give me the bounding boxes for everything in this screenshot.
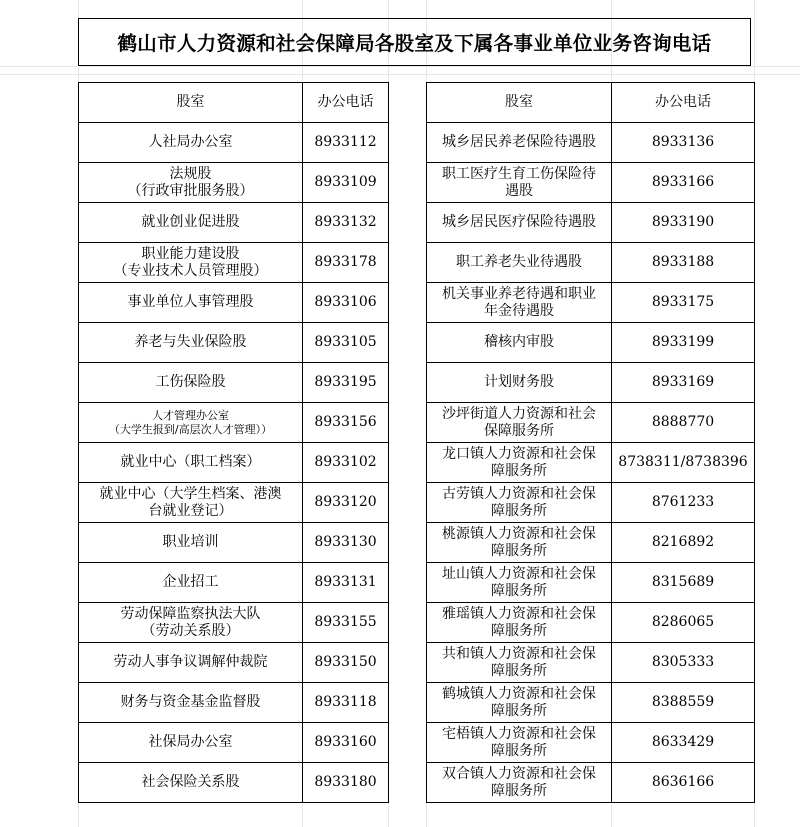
phone-cell: 8388559 xyxy=(612,683,755,723)
dept-cell xyxy=(427,123,612,163)
phone-cell: 8933120 xyxy=(303,483,389,523)
phone-cell: 8933175 xyxy=(612,283,755,323)
header-phone: 办公电话 xyxy=(612,83,755,123)
phone-cell: 8933132 xyxy=(303,203,389,243)
dept-name-line: 雅瑶镇人力资源和社会保 xyxy=(442,605,596,622)
phone-cell: 8933169 xyxy=(612,363,755,403)
dept-cell xyxy=(79,563,303,603)
dept-name-line: 就业中心（大学生档案、港澳 xyxy=(99,485,282,502)
table-row xyxy=(427,403,755,443)
phone-cell: 8933188 xyxy=(612,243,755,283)
phone-cell: 8738311/8738396 xyxy=(612,443,755,483)
dept-name-line: 职业培训 xyxy=(162,534,219,550)
table-row xyxy=(79,123,389,163)
table-row xyxy=(427,763,755,803)
dept-name-line: 工伤保险股 xyxy=(155,374,226,390)
dept-cell xyxy=(427,523,612,563)
dept-cell xyxy=(427,723,612,763)
dept-name-line: （专业技术人员管理股） xyxy=(113,262,268,279)
table-row xyxy=(427,323,755,363)
dept-name-line: 法规股 xyxy=(169,165,212,182)
table-row xyxy=(427,563,755,603)
dept-cell xyxy=(427,643,612,683)
phone-cell: 8633429 xyxy=(612,723,755,763)
phone-cell: 8933195 xyxy=(303,363,389,403)
phone-cell: 8933190 xyxy=(612,203,755,243)
dept-cell xyxy=(79,723,303,763)
dept-cell xyxy=(79,363,303,403)
phone-cell: 8933199 xyxy=(612,323,755,363)
dept-name-line: 职业能力建设股 xyxy=(141,245,240,262)
table-row xyxy=(427,163,755,203)
phone-cell: 8933155 xyxy=(303,603,389,643)
phone-cell: 8761233 xyxy=(612,483,755,523)
dept-name-line: 人社局办公室 xyxy=(148,134,233,150)
dept-cell xyxy=(427,243,612,283)
dept-name-line: 台就业登记） xyxy=(148,502,233,519)
dept-cell xyxy=(79,603,303,643)
dept-name-line: 人才管理办公室 xyxy=(152,408,229,422)
table-row xyxy=(79,523,389,563)
table-row xyxy=(427,123,755,163)
dept-name-line: 障服务所 xyxy=(491,582,547,599)
phone-cell: 8888770 xyxy=(612,403,755,443)
phone-cell: 8286065 xyxy=(612,603,755,643)
dept-name-line: （劳动关系股） xyxy=(141,622,240,639)
table-row xyxy=(427,523,755,563)
dept-name-line: 址山镇人力资源和社会保 xyxy=(442,565,596,582)
dept-name-line: 计划财务股 xyxy=(484,374,554,390)
dept-cell xyxy=(79,763,303,803)
grid-line xyxy=(0,74,800,75)
table-row xyxy=(427,243,755,283)
dept-cell xyxy=(427,563,612,603)
contact-table-right xyxy=(426,82,755,803)
dept-name-line: 障服务所 xyxy=(491,742,547,759)
dept-name-line: 社保局办公室 xyxy=(148,734,233,750)
dept-name-line: 劳动人事争议调解仲裁院 xyxy=(113,654,268,670)
header-dept: 股室 xyxy=(427,83,612,123)
dept-cell xyxy=(427,283,612,323)
phone-cell: 8933160 xyxy=(303,723,389,763)
dept-cell xyxy=(427,203,612,243)
dept-name-line: （行政审批服务股） xyxy=(127,182,254,199)
dept-name-line: 障服务所 xyxy=(491,782,547,799)
dept-name-line: 障服务所 xyxy=(491,702,547,719)
phone-cell: 8933180 xyxy=(303,763,389,803)
table-row xyxy=(427,283,755,323)
dept-cell xyxy=(427,323,612,363)
dept-name-line: （大学生报到/高层次人才管理）） xyxy=(108,422,273,436)
phone-cell: 8933150 xyxy=(303,643,389,683)
dept-cell xyxy=(427,163,612,203)
table-row xyxy=(79,443,389,483)
dept-cell xyxy=(427,683,612,723)
page-title: 鹤山市人力资源和社会保障局各股室及下属各事业单位业务咨询电话 xyxy=(78,18,751,66)
dept-name-line: 稽核内审股 xyxy=(484,334,554,350)
table-row xyxy=(427,483,755,523)
phone-cell: 8933178 xyxy=(303,243,389,283)
phone-cell: 8933112 xyxy=(303,123,389,163)
table-row xyxy=(427,203,755,243)
phone-cell: 8216892 xyxy=(612,523,755,563)
dept-name-line: 劳动保障监察执法大队 xyxy=(120,605,261,622)
dept-name-line: 古劳镇人力资源和社会保 xyxy=(442,485,596,502)
dept-name-line: 就业创业促进股 xyxy=(141,214,240,230)
phone-cell: 8933109 xyxy=(303,163,389,203)
grid-line xyxy=(0,66,800,67)
dept-cell xyxy=(79,283,303,323)
table-row xyxy=(79,563,389,603)
dept-name-line: 企业招工 xyxy=(162,574,219,590)
dept-name-line: 障服务所 xyxy=(491,662,547,679)
header-row xyxy=(427,83,755,123)
table-row xyxy=(427,443,755,483)
dept-name-line: 沙坪街道人力资源和社会 xyxy=(442,405,596,422)
table-row xyxy=(79,403,389,443)
dept-cell xyxy=(79,483,303,523)
dept-name-line: 障服务所 xyxy=(491,622,547,639)
dept-name-line: 就业中心（职工档案） xyxy=(120,454,261,470)
dept-cell xyxy=(427,363,612,403)
dept-cell xyxy=(427,603,612,643)
dept-cell xyxy=(79,203,303,243)
phone-cell: 8933102 xyxy=(303,443,389,483)
table-row xyxy=(427,683,755,723)
dept-name-line: 保障服务所 xyxy=(484,422,554,439)
phone-cell: 8933131 xyxy=(303,563,389,603)
header-row xyxy=(79,83,389,123)
dept-name-line: 年金待遇股 xyxy=(484,302,554,319)
dept-name-line: 宅梧镇人力资源和社会保 xyxy=(442,725,596,742)
dept-name-line: 职工医疗生育工伤保险待 xyxy=(442,165,596,182)
phone-cell: 8305333 xyxy=(612,643,755,683)
contact-table-left xyxy=(78,82,389,803)
dept-cell xyxy=(427,403,612,443)
phone-cell: 8933105 xyxy=(303,323,389,363)
table-row xyxy=(79,283,389,323)
phone-cell: 8933118 xyxy=(303,683,389,723)
phone-cell: 8933130 xyxy=(303,523,389,563)
dept-name-line: 共和镇人力资源和社会保 xyxy=(442,645,596,662)
header-dept: 股室 xyxy=(79,83,303,123)
table-row xyxy=(427,363,755,403)
dept-name-line: 障服务所 xyxy=(491,462,547,479)
dept-cell xyxy=(79,443,303,483)
dept-name-line: 障服务所 xyxy=(491,542,547,559)
table-row xyxy=(79,603,389,643)
table-row xyxy=(79,203,389,243)
dept-name-line: 鹤城镇人力资源和社会保 xyxy=(442,685,596,702)
phone-cell: 8315689 xyxy=(612,563,755,603)
table-row xyxy=(427,723,755,763)
dept-name-line: 桃源镇人力资源和社会保 xyxy=(442,525,596,542)
table-row xyxy=(79,763,389,803)
dept-name-line: 养老与失业保险股 xyxy=(134,334,247,350)
dept-cell xyxy=(79,323,303,363)
dept-cell xyxy=(79,683,303,723)
dept-name-line: 城乡居民医疗保险待遇股 xyxy=(442,214,596,230)
dept-name-line: 社会保险关系股 xyxy=(141,774,240,790)
phone-cell: 8636166 xyxy=(612,763,755,803)
dept-cell xyxy=(427,483,612,523)
table-row xyxy=(79,483,389,523)
table-row xyxy=(79,683,389,723)
phone-cell: 8933156 xyxy=(303,403,389,443)
table-row xyxy=(79,643,389,683)
table-row xyxy=(79,363,389,403)
dept-name-line: 事业单位人事管理股 xyxy=(127,294,254,310)
dept-name-line: 职工养老失业待遇股 xyxy=(456,254,582,270)
dept-cell xyxy=(427,763,612,803)
dept-cell xyxy=(79,403,303,443)
dept-name-line: 双合镇人力资源和社会保 xyxy=(442,765,596,782)
dept-name-line: 城乡居民养老保险待遇股 xyxy=(442,134,596,150)
dept-name-line: 障服务所 xyxy=(491,502,547,519)
dept-cell xyxy=(79,163,303,203)
phone-cell: 8933106 xyxy=(303,283,389,323)
table-row xyxy=(79,323,389,363)
phone-cell: 8933166 xyxy=(612,163,755,203)
dept-name-line: 遇股 xyxy=(505,182,533,199)
phone-cell: 8933136 xyxy=(612,123,755,163)
table-row xyxy=(79,723,389,763)
table-row xyxy=(427,643,755,683)
dept-cell xyxy=(79,523,303,563)
table-row xyxy=(79,163,389,203)
table-row xyxy=(427,603,755,643)
header-phone: 办公电话 xyxy=(303,83,389,123)
dept-cell xyxy=(79,643,303,683)
dept-cell xyxy=(79,243,303,283)
dept-cell xyxy=(79,123,303,163)
table-row xyxy=(79,243,389,283)
dept-name-line: 机关事业养老待遇和职业 xyxy=(442,285,596,302)
dept-cell xyxy=(427,443,612,483)
dept-name-line: 财务与资金基金监督股 xyxy=(120,694,261,710)
dept-name-line: 龙口镇人力资源和社会保 xyxy=(442,445,596,462)
